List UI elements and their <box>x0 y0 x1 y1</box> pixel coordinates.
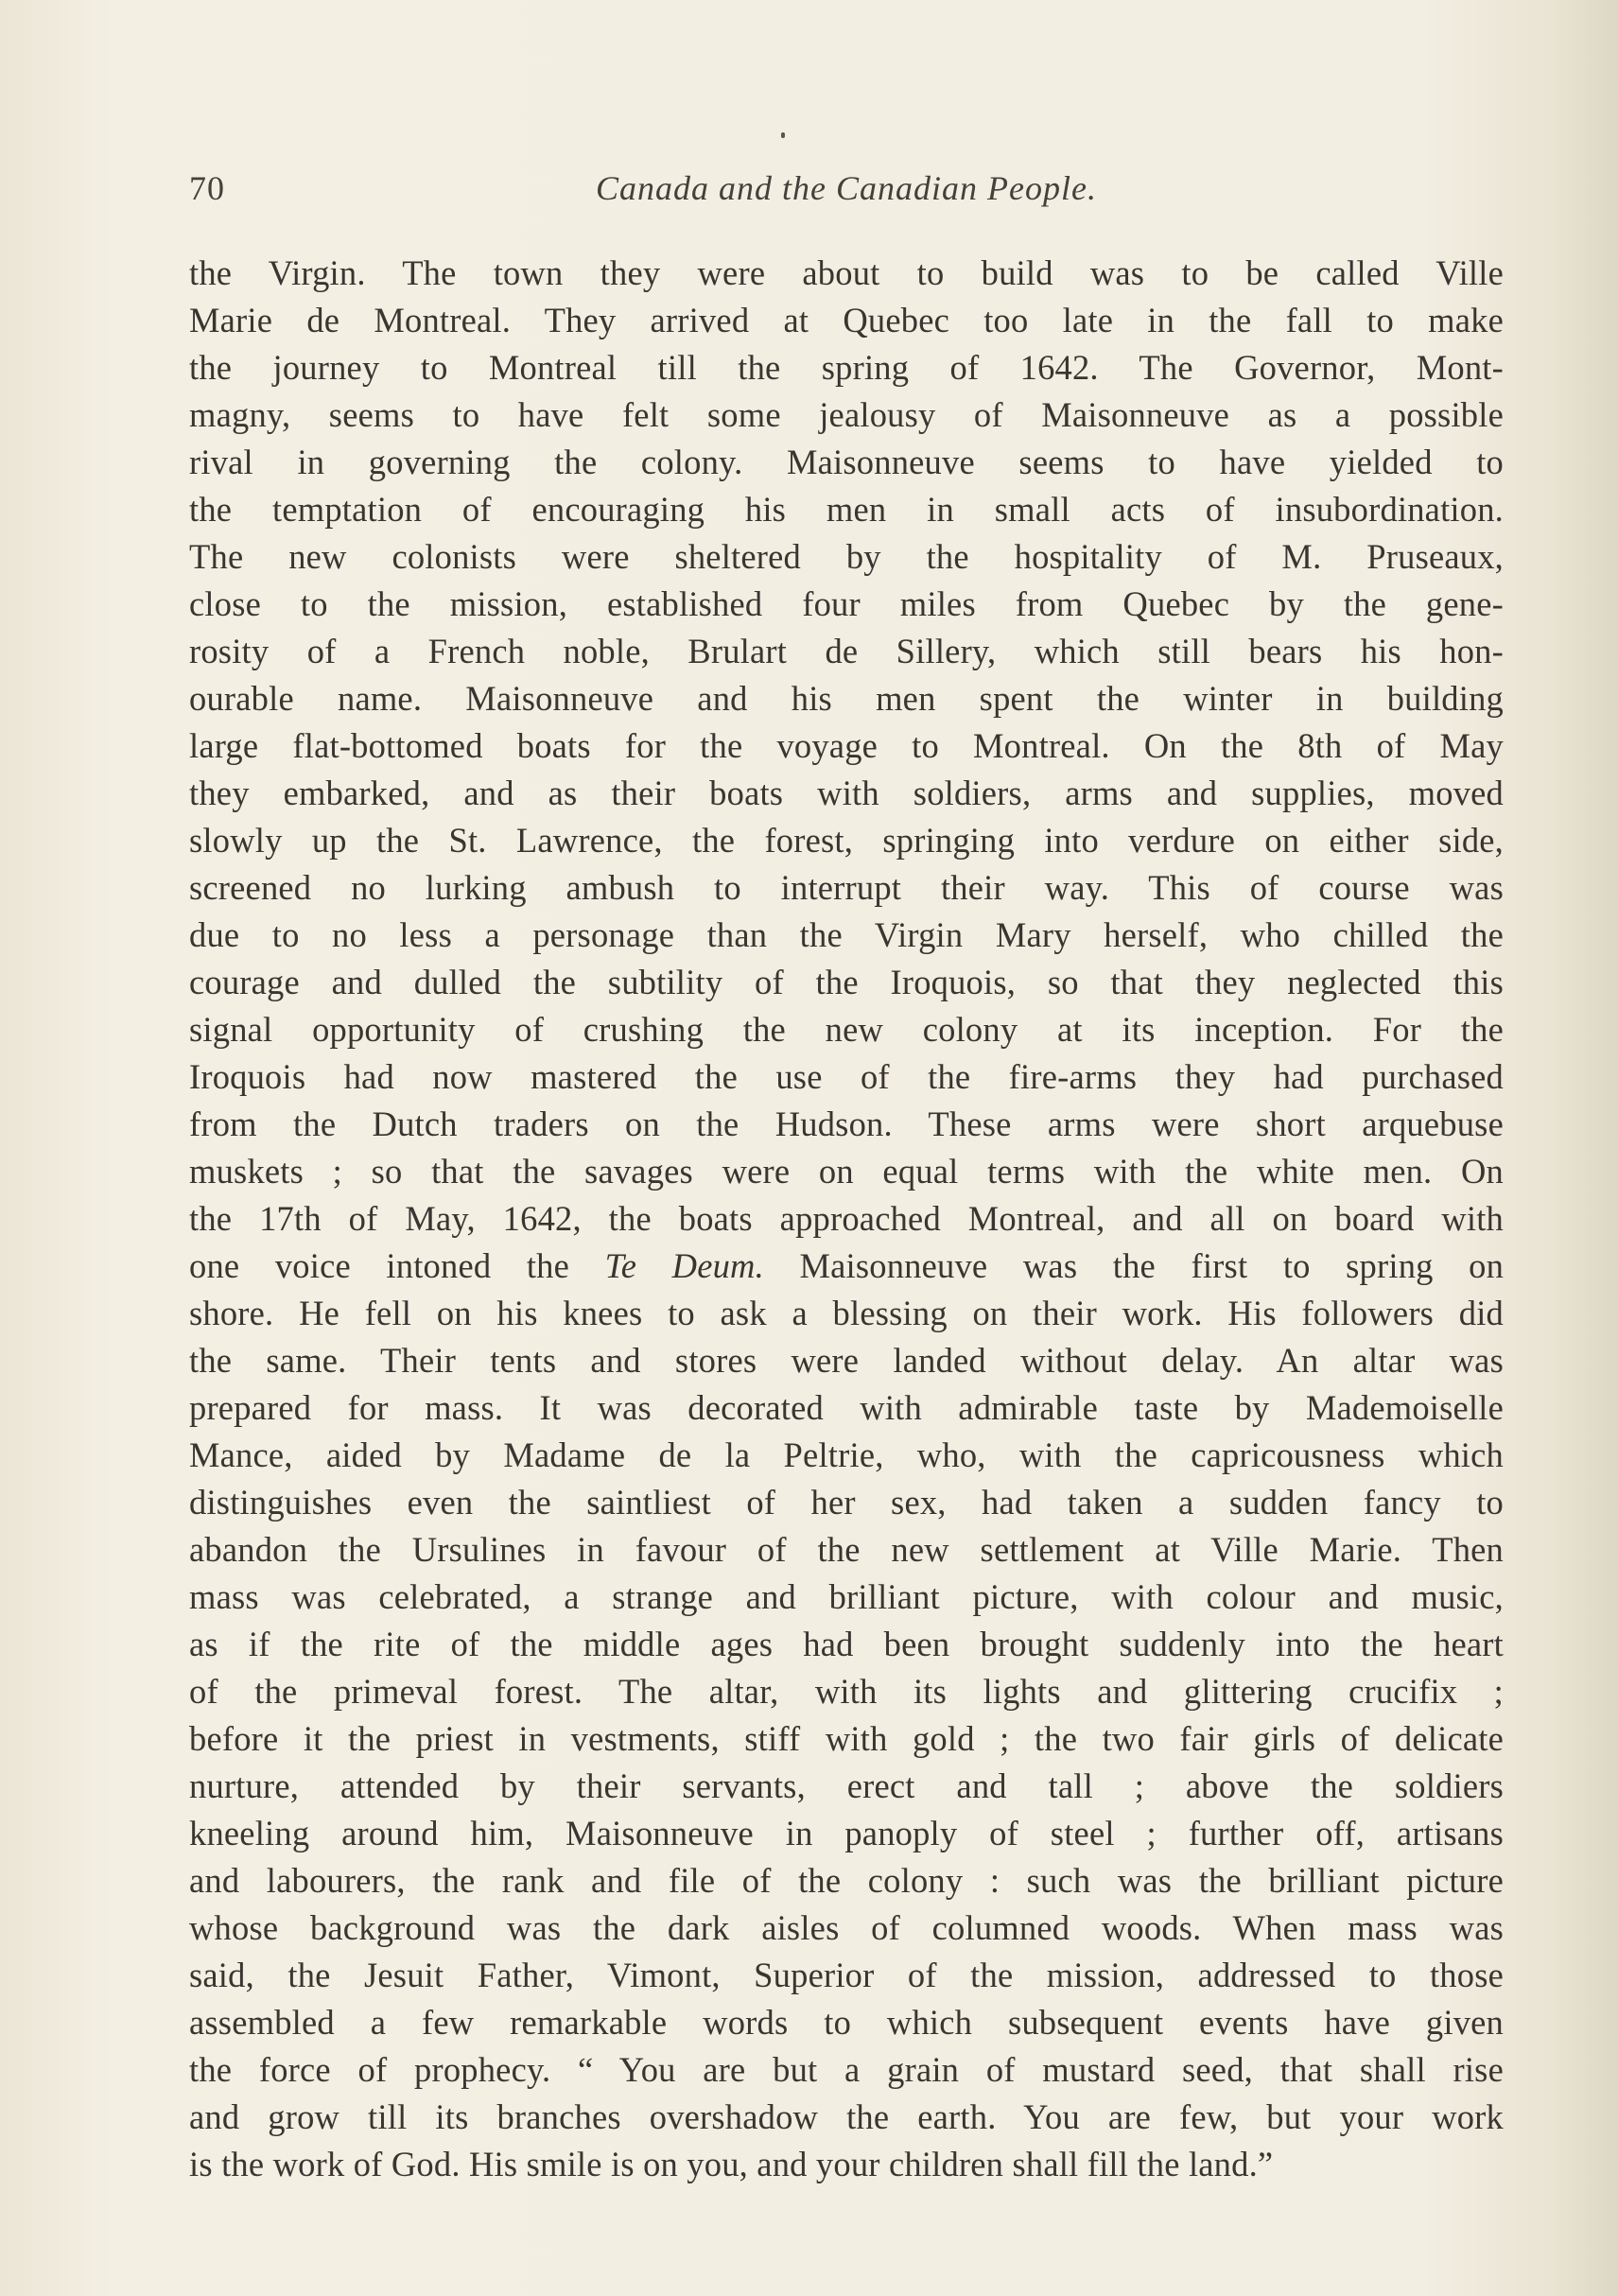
text-segment: Maisonneuve was the first to spring on <box>763 1246 1505 1285</box>
text-line: Mance, aided by Madame de la Peltrie, who, with the capricousness which <box>189 1435 1504 1474</box>
text-line: distinguishes even the saintliest of her sex, had taken a sudden fancy to <box>189 1483 1504 1522</box>
running-head <box>189 168 1504 216</box>
text-line: ourable name. Maisonneuve and his men spent the winter in building <box>189 679 1504 718</box>
text-line: and labourers, the rank and file of the colony : such was the brilliant picture <box>189 1861 1504 1900</box>
text-line: The new colonists were sheltered by the hospitality of M. Pruseaux, <box>189 537 1504 576</box>
text-line: shore. He fell on his knees to ask a blessing on their work. His followers did <box>189 1294 1504 1332</box>
text-line: the temptation of encouraging his men in small acts of insubordination. <box>189 490 1504 529</box>
text-line: slowly up the St. Lawrence, the forest, springing into verdure on either side, <box>189 821 1504 860</box>
text-line: and grow till its branches overshadow the earth. You are few, but your work <box>189 2097 1504 2136</box>
text-line: is the work of God. His smile is on you, and your children shall fill the land.” <box>189 2145 1274 2183</box>
text-line: rival in governing the colony. Maisonneuve seems to have yielded to <box>189 443 1504 481</box>
text-line: Iroquois had now mastered the use of the fire-arms they had purchased <box>189 1057 1504 1096</box>
text-line-te-deum <box>189 1243 1504 1290</box>
ink-speck <box>781 132 785 138</box>
text-line: magny, seems to have felt some jealousy of Maisonneuve as a possible <box>189 395 1504 434</box>
text-line: whose background was the dark aisles of columned woods. When mass was <box>189 1908 1504 1947</box>
text-line: as if the rite of the middle ages had been brought suddenly into the heart <box>189 1625 1504 1663</box>
running-title: Canada and the Canadian People. <box>596 169 1097 207</box>
text-line: the journey to Montreal till the spring of 1642. The Governor, Mont- <box>189 348 1504 387</box>
text-line: abandon the Ursulines in favour of the new settlement at Ville Marie. Then <box>189 1530 1504 1569</box>
text-line: from the Dutch traders on the Hudson. These arms were short arquebuse <box>189 1105 1504 1143</box>
text-line: the force of prophecy. “ You are but a grain of mustard seed, that shall rise <box>189 2050 1504 2089</box>
text-line: they embarked, and as their boats with soldiers, arms and supplies, moved <box>189 774 1504 812</box>
page-number: 70 <box>189 169 225 207</box>
text-line: mass was celebrated, a strange and brilliant picture, with colour and music, <box>189 1577 1504 1616</box>
text-line: signal opportunity of crushing the new colony at its inception. For the <box>189 1010 1504 1049</box>
text-line: of the primeval forest. The altar, with its lights and glittering crucifix ; <box>189 1672 1504 1711</box>
text-line: the 17th of May, 1642, the boats approached Montreal, and all on board with <box>189 1199 1504 1238</box>
text-line: due to no less a personage than the Virgin Mary herself, who chilled the <box>189 915 1504 954</box>
text-line: Marie de Montreal. They arrived at Quebec too late in the fall to make <box>189 301 1504 339</box>
text-line: muskets ; so that the savages were on equal terms with the white men. On <box>189 1152 1504 1191</box>
text-line: kneeling around him, Maisonneuve in panoply of steel ; further off, artisans <box>189 1814 1504 1852</box>
text-line: screened no lurking ambush to interrupt their way. This of course was <box>189 868 1504 907</box>
text-line: assembled a few remarkable words to which subsequent events have given <box>189 2003 1504 2042</box>
italic-te-deum: Te Deum. <box>604 1246 764 1285</box>
text-line: close to the mission, established four miles from Quebec by the gene- <box>189 584 1504 623</box>
body-text <box>189 250 1504 2188</box>
text-line: rosity of a French noble, Brulart de Sillery, which still bears his hon- <box>189 632 1504 670</box>
text-line: courage and dulled the subtility of the Iroquois, so that they neglected this <box>189 963 1504 1001</box>
text-line: before it the priest in vestments, stiff with gold ; the two fair girls of delicate <box>189 1719 1504 1758</box>
text-line: prepared for mass. It was decorated with admirable taste by Mademoiselle <box>189 1388 1504 1427</box>
text-line: nurture, attended by their servants, erect and tall ; above the soldiers <box>189 1766 1504 1805</box>
text-line: said, the Jesuit Father, Vimont, Superior of the mission, addressed to those <box>189 1956 1504 1994</box>
text-line: the Virgin. The town they were about to build was to be called Ville <box>189 253 1504 292</box>
text-line: the same. Their tents and stores were landed without delay. An altar was <box>189 1341 1504 1380</box>
text-segment: one voice intoned the <box>189 1246 570 1285</box>
text-line: large flat-bottomed boats for the voyage to Montreal. On the 8th of May <box>189 726 1504 765</box>
